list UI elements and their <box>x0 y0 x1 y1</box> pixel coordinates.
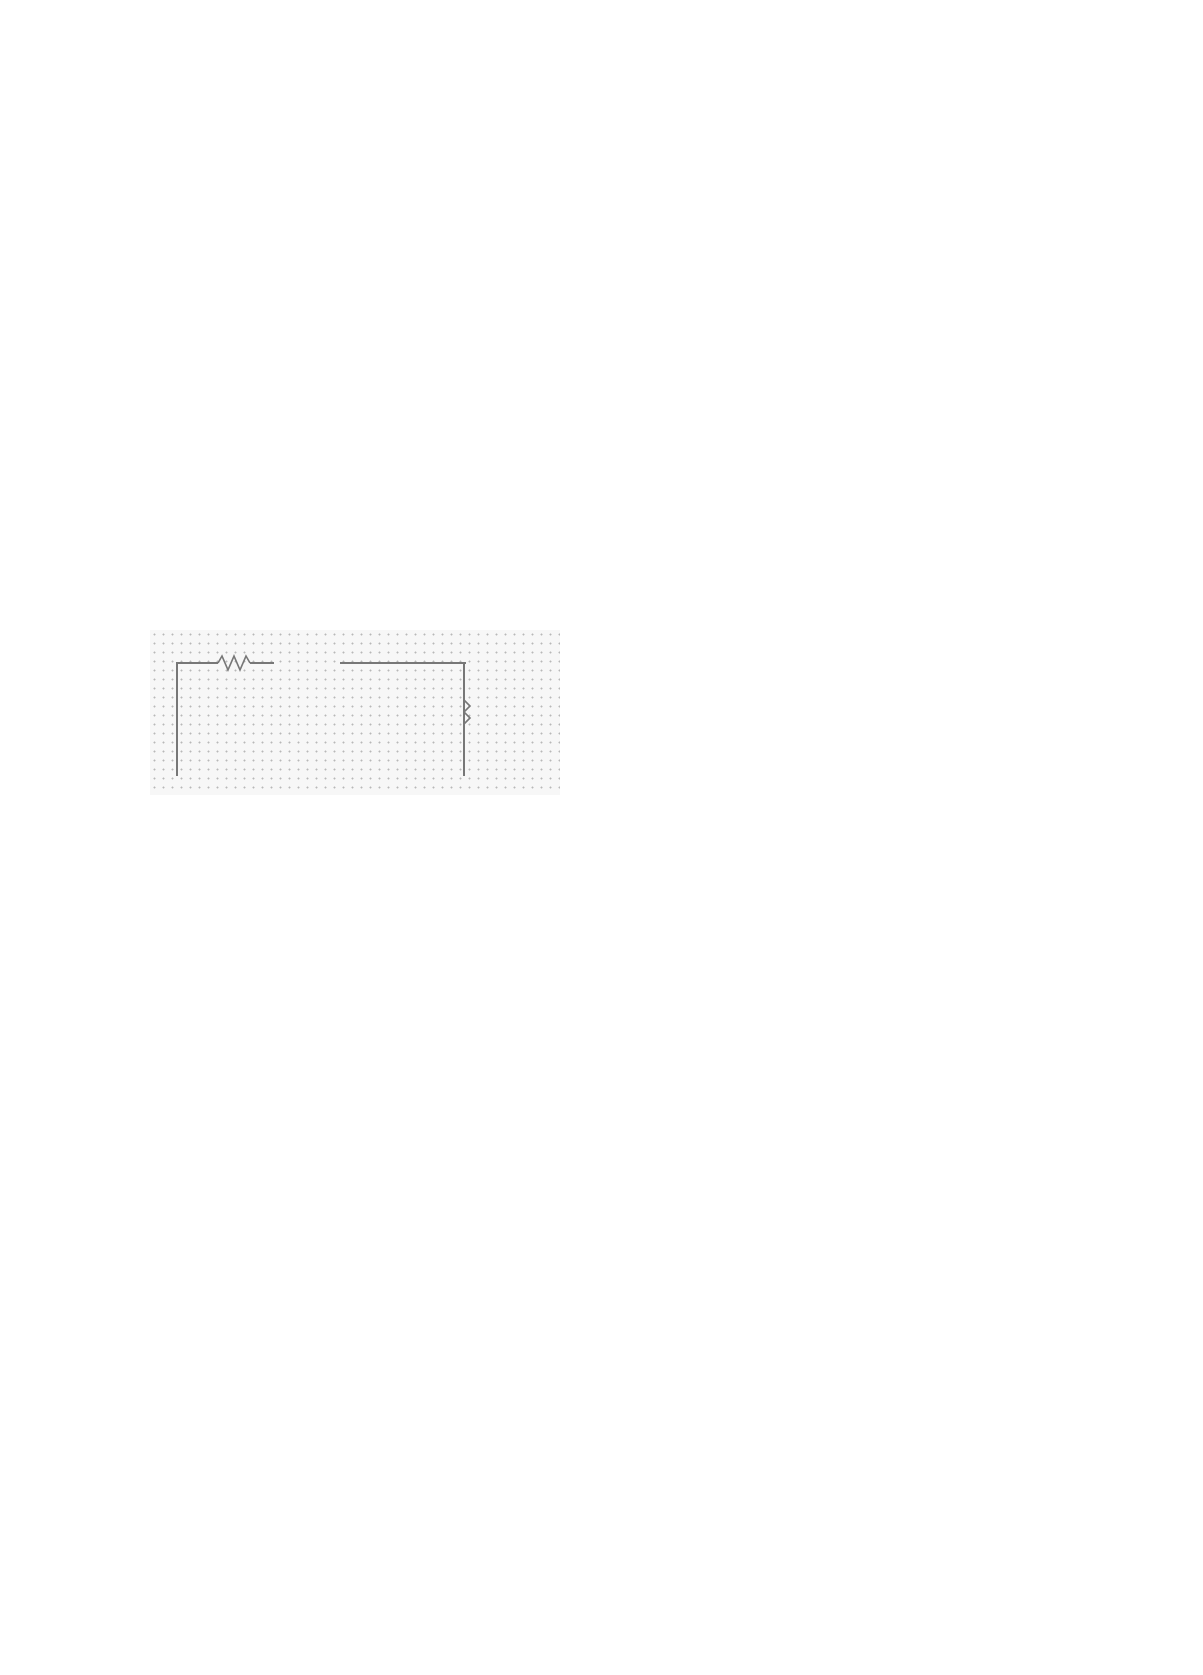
circuit-wiring <box>0 0 1203 1675</box>
